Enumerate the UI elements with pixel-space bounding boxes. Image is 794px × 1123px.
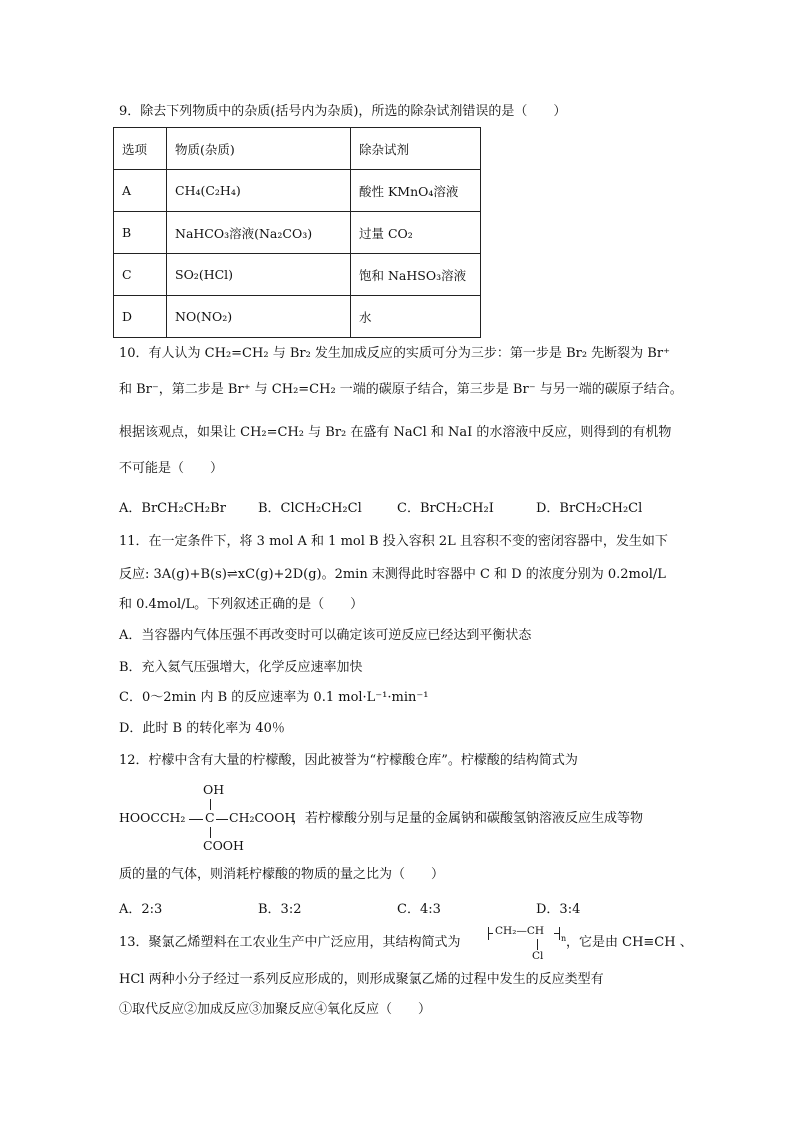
q12-option-b: B．3:2 [258, 902, 302, 917]
bond-to-cl [537, 939, 538, 950]
q11-option-a: A．当容器内气体压强不再改变时可以确定该可逆反应已经达到平衡状态 [119, 628, 532, 643]
q13-line-2: HCl 两种小分子经过一系列反应形成的，则形成聚氯乙烯的过程中发生的反应类型有 [119, 972, 604, 987]
bracket-left-tick [488, 933, 493, 934]
struct-oh: OH [203, 782, 225, 797]
q12-line-1: 12．柠檬中含有大量的柠檬酸，因此被誉为“柠檬酸仓库”。柠檬酸的结构简式为 [119, 753, 578, 768]
q11-option-c: C．0～2min 内 B 的反应速率为 0.1 mol·L⁻¹·min⁻¹ [119, 690, 429, 705]
q10-line-4: 不可能是（ ） [119, 461, 224, 476]
pvc-structure [486, 922, 568, 964]
q10-option-b: B．ClCH₂CH₂Cl [258, 501, 362, 516]
bond-vertical-bottom [210, 827, 211, 838]
table-header-cell: 除杂试剂 [351, 128, 481, 170]
q13-line-1-tail: ，它是由 CH≡CH 、 [566, 935, 693, 950]
pvc-chain: CH₂—CH [495, 925, 545, 937]
q12-line-2-tail: ，若柠檬酸分别与足量的金属钠和碳酸氢钠溶液反应生成等物 [292, 811, 644, 826]
table-cell: C [114, 254, 167, 296]
table-cell: SO₂(HCl) [167, 254, 351, 296]
bond-right [216, 819, 228, 820]
bracket-right [559, 927, 560, 940]
q11-option-b: B．充入氦气压强增大，化学反应速率加快 [119, 660, 363, 675]
q12-option-d: D．3:4 [536, 902, 581, 917]
q10-line-1: 10．有人认为 CH₂=CH₂ 与 Br₂ 发生加成反应的实质可分为三步：第一步是 Br₂ 先断裂为 Br⁺ [119, 346, 670, 361]
table-cell: NaHCO₃溶液(Na₂CO₃) [167, 212, 351, 254]
pvc-cl: Cl [532, 950, 544, 962]
table-cell: 饱和 NaHSO₃溶液 [351, 254, 481, 296]
table-header-cell: 选项 [114, 128, 167, 170]
q13-line-3: ①取代反应②加成反应③加聚反应④氧化反应（ ） [119, 1002, 432, 1017]
table-header-row [114, 128, 481, 170]
q10-line-2: 和 Br⁻，第二步是 Br⁺ 与 CH₂=CH₂ 一端的碳原子结合，第三步是 Br⁻ 与另一端的碳原子结合。 [119, 382, 683, 397]
table-row [114, 254, 481, 296]
table-cell: D [114, 296, 167, 338]
struct-left-group: HOOCCH₂ [119, 810, 186, 825]
q11-line-2: 反应: 3A(g)+B(s)⇌xC(g)+2D(g)。2min 末测得此时容器中 C 和 D 的浓度分别为 0.2mol/L [119, 567, 666, 582]
table-row [114, 170, 481, 212]
citric-acid-structure [119, 782, 319, 856]
table-row [114, 296, 481, 338]
q11-line-1: 11．在一定条件下，将 3 mol A 和 1 mol B 投入容积 2L 且容积不变的密闭容器中，发生如下 [119, 534, 668, 549]
q10-option-d: D．BrCH₂CH₂Cl [536, 501, 643, 516]
q11-line-3: 和 0.4mol/L。下列叙述正确的是（ ） [119, 597, 364, 612]
q12-option-a: A．2:3 [119, 902, 163, 917]
table-row [114, 212, 481, 254]
q12-option-c: C．4:3 [397, 902, 441, 917]
struct-right-group: CH₂COOH [229, 810, 296, 825]
bond-left [189, 819, 203, 820]
table-cell: NO(NO₂) [167, 296, 351, 338]
q12-line-3: 质的量的气体，则消耗柠檬酸的物质的量之比为（ ） [119, 867, 445, 882]
table-cell: 过量 CO₂ [351, 212, 481, 254]
q9-table [113, 127, 481, 338]
q11-option-d: D．此时 B 的转化率为 40％ [119, 721, 285, 736]
table-header-cell: 物质(杂质) [167, 128, 351, 170]
q10-option-a: A．BrCH₂CH₂Br [119, 501, 226, 516]
bond-vertical-top [210, 799, 211, 810]
table-cell: A [114, 170, 167, 212]
table-cell: CH₄(C₂H₄) [167, 170, 351, 212]
q10-option-c: C．BrCH₂CH₂I [397, 501, 494, 516]
struct-central-carbon: C [205, 810, 215, 825]
pvc-repeat-n: n [561, 934, 567, 943]
table-cell: B [114, 212, 167, 254]
q13-line-1-head: 13．聚氯乙烯塑料在工农业生产中广泛应用，其结构简式为 [119, 935, 461, 950]
q9-title: 9．除去下列物质中的杂质(括号内为杂质)，所选的除杂试剂错误的是（ ） [119, 104, 567, 119]
table-cell: 水 [351, 296, 481, 338]
q10-line-3: 根据该观点，如果让 CH₂=CH₂ 与 Br₂ 在盛有 NaCl 和 NaI 的水溶液中反应，则得到的有机物 [119, 425, 672, 440]
table-cell: 酸性 KMnO₄溶液 [351, 170, 481, 212]
struct-bottom-group: COOH [203, 838, 244, 853]
